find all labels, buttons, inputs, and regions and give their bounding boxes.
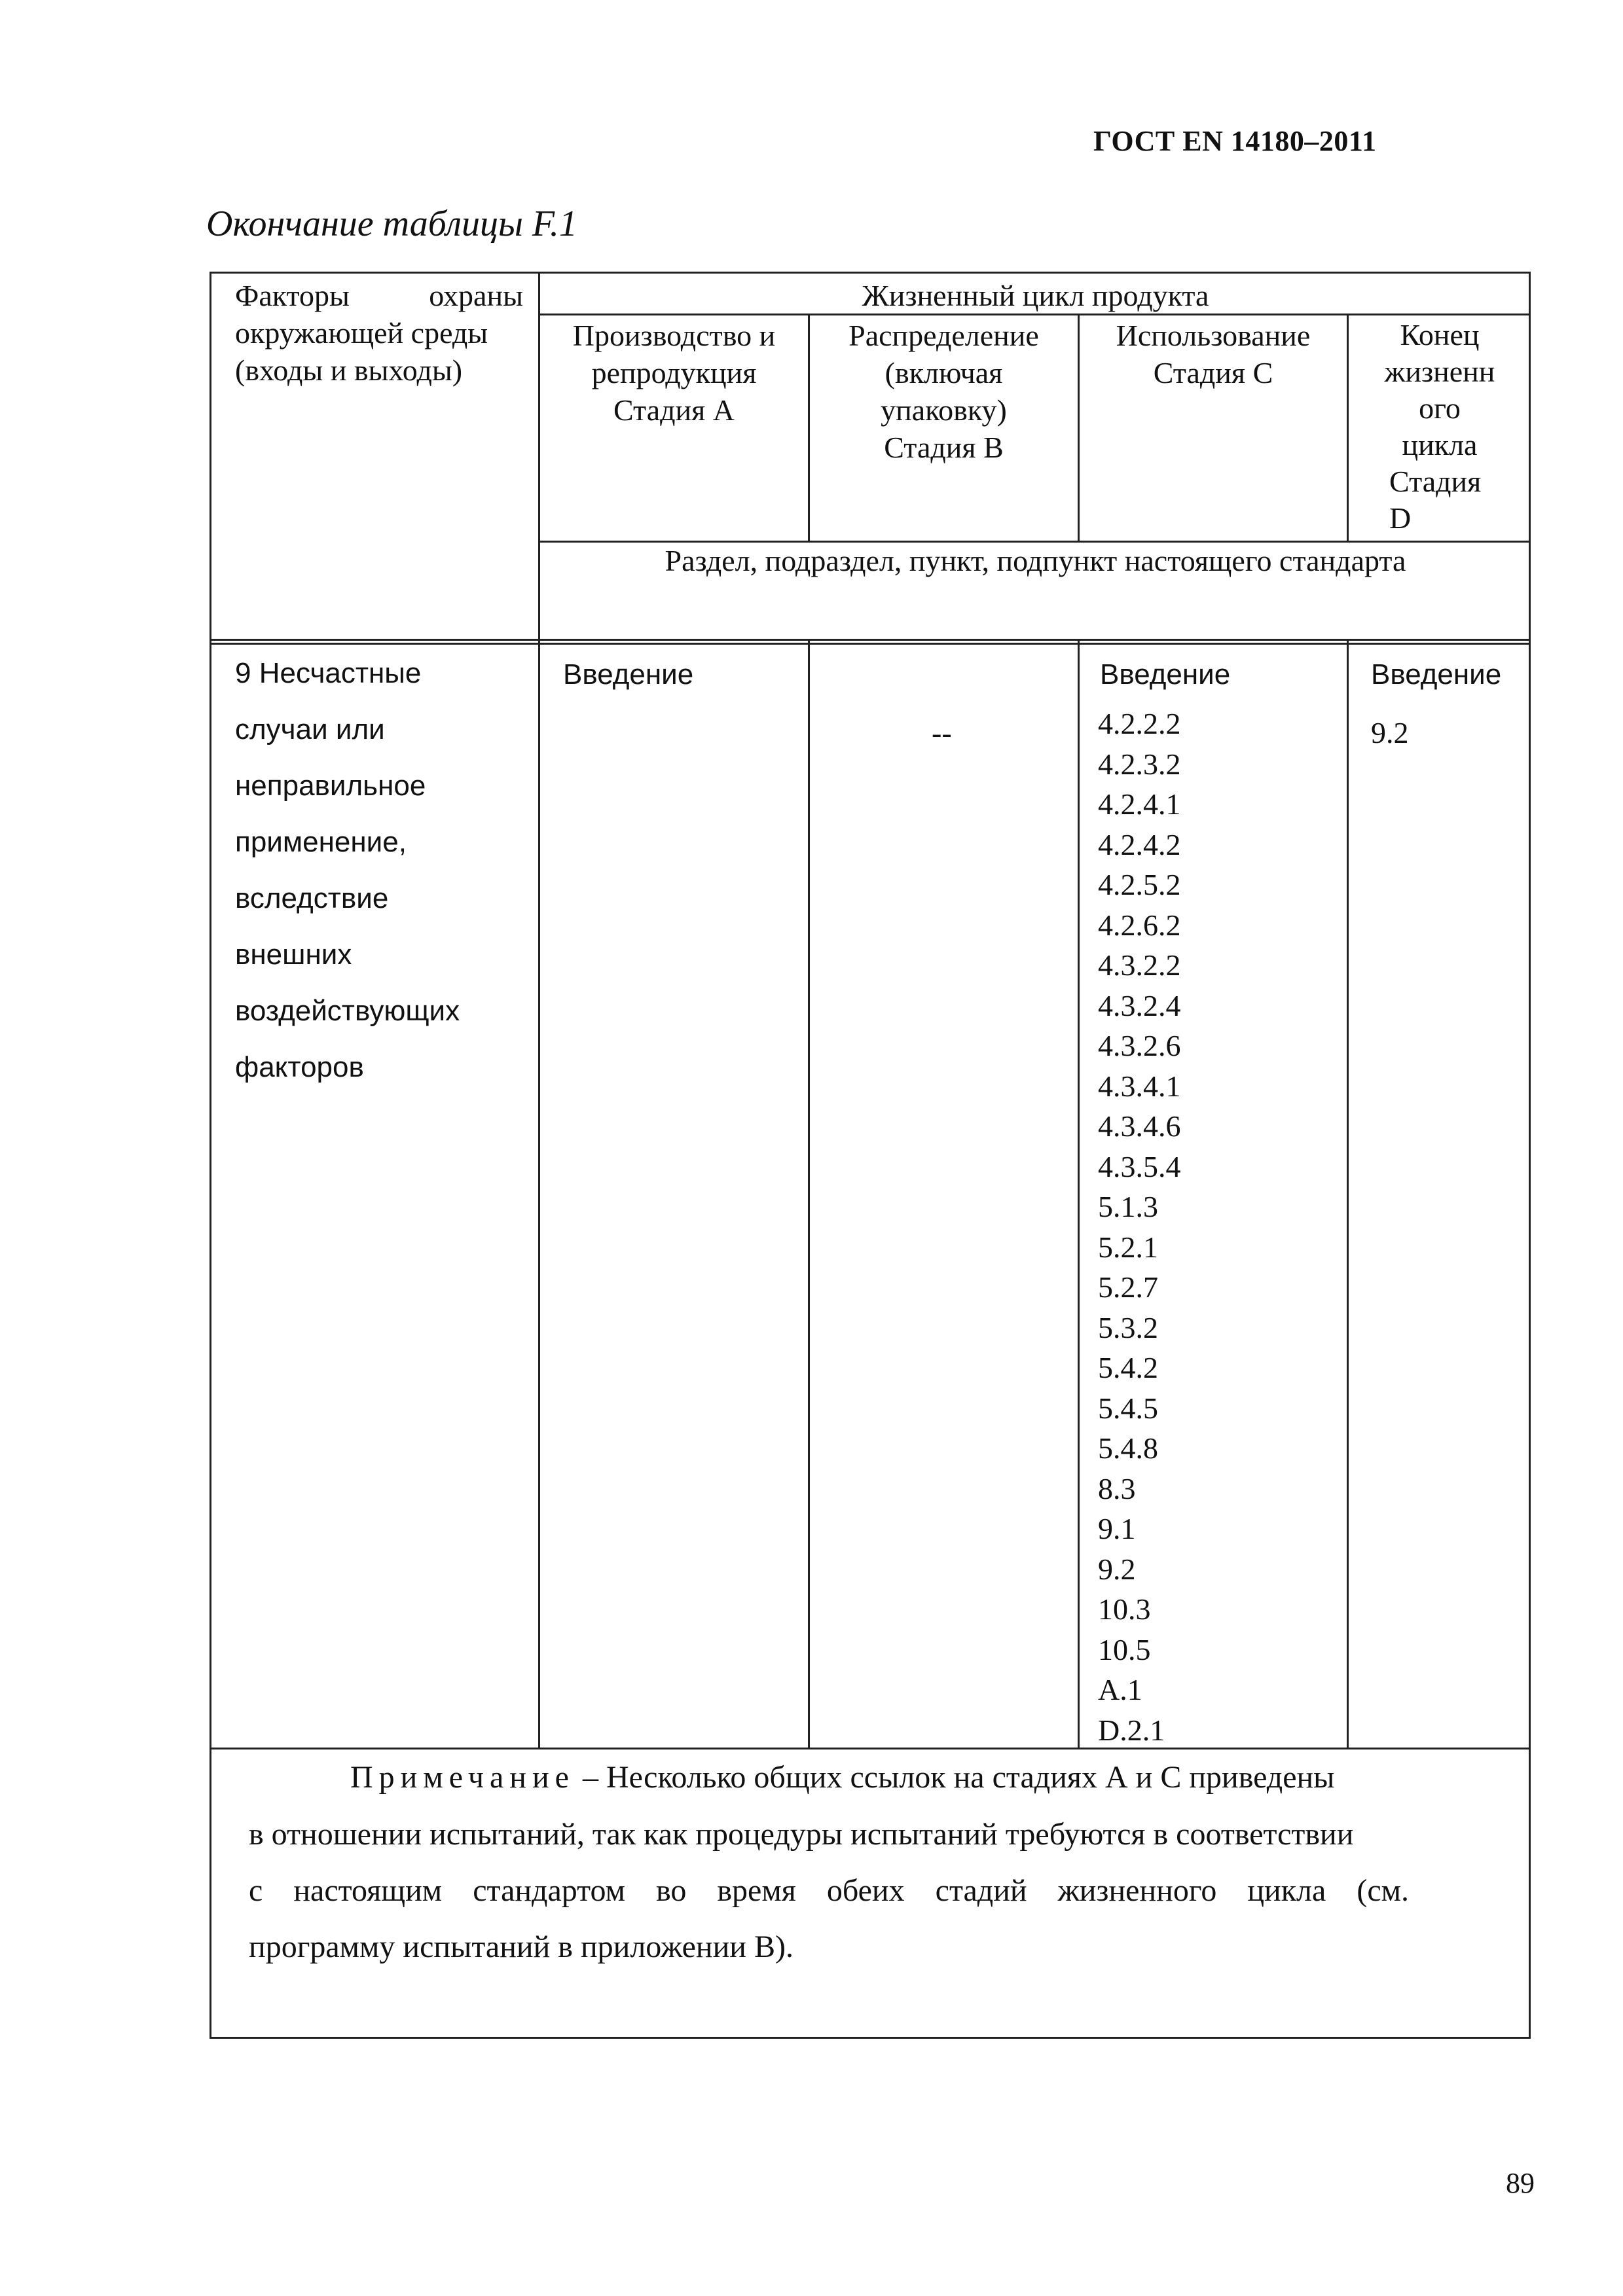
reference-item: 10.5 [1098,1632,1151,1666]
stage-d-ref: 9.2 [1371,716,1409,749]
reference-item: 4.3.4.1 [1098,1069,1181,1103]
stage-c-header-line1: Использование [1116,319,1311,352]
factor-line: факторов [235,1051,364,1083]
note-line-3: с настоящим стандартом во время обеих стадий жизненного цикла (см. [249,1873,1409,1908]
note-line-1-text: – Несколько общих ссылок на стадиях А и С приведены [574,1760,1335,1795]
reference-item: 5.2.1 [1098,1230,1158,1264]
reference-item: 5.1.3 [1098,1190,1158,1223]
table-divider-header-bottom-double [211,643,1531,645]
note-line-4: программу испытаний в приложении В). [249,1929,793,1964]
stage-b-header-line3: упаковку) [881,393,1007,427]
stage-c-header-line2: Стадия С [1153,356,1273,389]
stage-a-header-line3: Стадия А [613,393,735,427]
stage-b-header-line2: (включая [884,356,1003,389]
note-line-1 [350,1759,1411,1795]
factor-line: воздействующих [235,995,460,1027]
factor-line: 9 Несчастные [235,657,422,689]
stage-a-value: Введение [563,658,694,691]
reference-item: А.1 [1098,1673,1142,1706]
stage-d-header-line5: Стадия [1389,465,1482,498]
stage-c-header [1080,317,1347,391]
factors-header-word2: охраны [429,279,523,312]
stage-d-header-line2: жизненн [1384,355,1495,388]
reference-item: 4.2.3.2 [1098,747,1181,781]
stage-b-header-line4: Стадия В [884,431,1004,464]
factor-cell [235,645,536,1096]
factors-header-word1: Факторы [235,279,350,312]
factor-line: вследствие [235,882,389,914]
stage-c-intro: Введение [1100,658,1231,691]
table-caption: Окончание таблицы F.1 [206,204,577,244]
note-line-2: в отношении испытаний, так как процедуры испытаний требуются в соответствии [249,1817,1354,1852]
factor-line: внешних [235,939,352,971]
section-reference-title: Раздел, подраздел, пункт, подпункт настоящего стандарта [665,544,1406,577]
note-label: Примечание [350,1760,575,1795]
reference-item: D.2.1 [1098,1713,1165,1747]
stage-d-header-line1: Конец [1400,318,1480,351]
factors-header [235,277,523,389]
reference-item: 4.3.2.4 [1098,988,1181,1022]
reference-item: 5.4.8 [1098,1431,1158,1465]
factor-line: неправильное [235,770,426,802]
reference-item: 4.2.5.2 [1098,868,1181,901]
stage-d-header-line4: цикла [1402,428,1478,461]
reference-item: 9.1 [1098,1512,1136,1545]
reference-item: 9.2 [1098,1552,1136,1586]
reference-item: 4.3.2.2 [1098,948,1181,982]
stage-a-header-line2: репродукция [591,356,757,389]
stage-a-header [540,317,808,429]
reference-item: 4.3.2.6 [1098,1029,1181,1062]
reference-item: 5.2.7 [1098,1270,1158,1304]
document-standard-id: ГОСТ EN 14180–2011 [1093,125,1377,157]
lifecycle-title: Жизненный цикл продукта [862,279,1209,312]
page-number: 89 [1506,2167,1535,2199]
reference-item: 8.3 [1098,1471,1136,1505]
reference-item: 10.3 [1098,1592,1151,1626]
table-divider-header-bottom [211,639,1531,641]
stage-d-header [1349,317,1531,537]
table-divider-note-top [211,1748,1531,1749]
factor-line: применение, [235,826,407,858]
factors-header-line3: (входы и выходы) [235,353,463,387]
reference-item: 4.2.4.1 [1098,787,1181,821]
stage-d-header-line6: D [1389,501,1412,535]
factors-header-line2: окружающей среды [235,316,488,350]
table-divider-col3-body [1078,639,1080,1748]
reference-item: 5.4.5 [1098,1391,1158,1425]
table-divider-col1 [538,274,540,1748]
stage-b-header-line1: Распределение [848,319,1039,352]
stage-d-header-line3: ого [1419,391,1461,425]
reference-item: 4.3.4.6 [1098,1109,1181,1143]
stage-d-intro: Введение [1371,658,1502,691]
reference-item: 4.3.5.4 [1098,1149,1181,1183]
reference-item: 5.4.2 [1098,1351,1158,1384]
table-divider-col4-body [1347,639,1349,1748]
stage-b-value: -- [932,716,952,749]
stage-b-header [810,317,1078,466]
reference-item: 4.2.2.2 [1098,707,1181,740]
stage-a-header-line1: Производство и [572,319,776,352]
table-divider-col2-body [808,639,810,1748]
factor-line: случаи или [235,713,385,745]
stage-c-reference-list [1098,704,1181,1750]
reference-item: 4.2.6.2 [1098,908,1181,942]
reference-item: 5.3.2 [1098,1310,1158,1344]
reference-item: 4.2.4.2 [1098,827,1181,861]
